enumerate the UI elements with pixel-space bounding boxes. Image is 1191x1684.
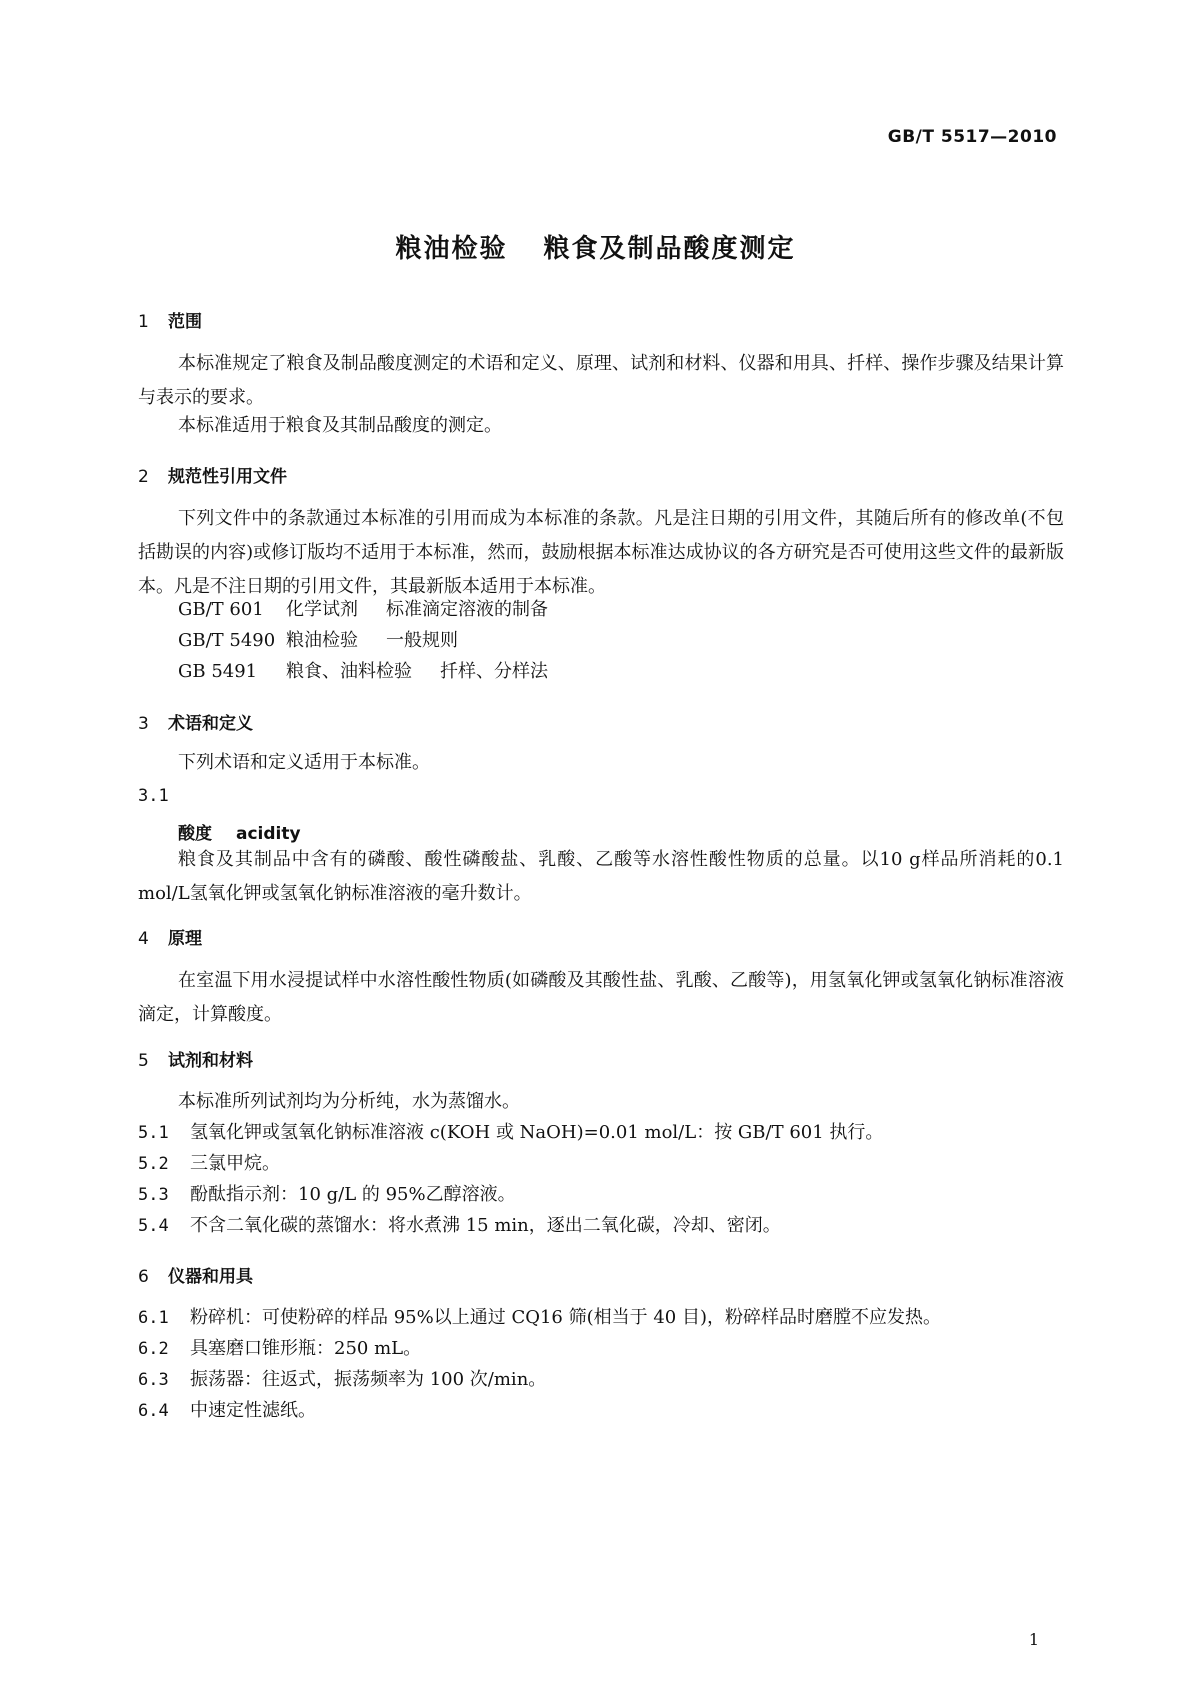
- section-title: 术语和定义: [168, 714, 253, 734]
- title-part-1: 粮油检验: [395, 234, 508, 264]
- list-item: [138, 1210, 781, 1242]
- list-item: [138, 1117, 883, 1149]
- standard-code-header: GB/T 5517—2010: [887, 127, 1057, 147]
- title-part-2: 粮食及制品酸度测定: [543, 234, 796, 264]
- section-5-heading: [138, 1046, 253, 1071]
- term-chinese: 酸度: [178, 824, 212, 844]
- section-number: 3: [138, 714, 149, 734]
- normative-reference: [178, 656, 548, 688]
- item-text: 振荡器：往返式，振荡频率为 100 次/min。: [190, 1369, 547, 1390]
- section-number: 2: [138, 467, 149, 487]
- section-title: 仪器和用具: [168, 1267, 253, 1287]
- list-item: [138, 1148, 280, 1180]
- term-definition: 粮食及其制品中含有的磷酸、酸性磷酸盐、乳酸、乙酸等水溶性酸性物质的总量。以10 g样品所消耗的0.1 mol/L氢氧化钾或氢氧化钠标准溶液的毫升数计。: [138, 849, 1064, 904]
- item-number: 5.2: [138, 1154, 169, 1174]
- section-number: 6: [138, 1267, 149, 1287]
- section-4-heading: [138, 924, 202, 949]
- term-english: acidity: [236, 824, 301, 844]
- section-number: 4: [138, 929, 149, 949]
- section-3-paragraph-1: 下列术语和定义适用于本标准。: [178, 752, 430, 773]
- section-1-paragraph-1: 本标准规定了粮食及制品酸度测定的术语和定义、原理、试剂和材料、仪器和用具、扦样、操作步骤及结果计算与表示的要求。: [138, 353, 1064, 408]
- list-item: [138, 1179, 516, 1211]
- item-text: 粉碎机：可使粉碎的样品 95%以上通过 CQ16 筛(相当于 40 目)，粉碎样品时磨膛不应发热。: [190, 1307, 941, 1328]
- subclause-number: 3.1: [138, 786, 169, 806]
- page-number: 1: [1028, 1630, 1039, 1649]
- list-item: [138, 1364, 546, 1396]
- section-title: 规范性引用文件: [168, 467, 287, 487]
- page-title: [0, 228, 1191, 265]
- reference-title-1: 粮食、油料检验: [286, 661, 412, 682]
- section-1-paragraph-2: 本标准适用于粮食及其制品酸度的测定。: [178, 415, 502, 436]
- reference-title-1: 粮油检验: [286, 630, 358, 651]
- item-number: 6.2: [138, 1339, 169, 1359]
- section-title: 原理: [168, 929, 202, 949]
- item-text: 具塞磨口锥形瓶：250 mL。: [190, 1338, 422, 1359]
- section-6-heading: [138, 1262, 253, 1287]
- item-text: 中速定性滤纸。: [190, 1400, 316, 1421]
- item-text: 氢氧化钾或氢氧化钠标准溶液 c(KOH 或 NaOH)=0.01 mol/L：按 GB/T 601 执行。: [190, 1122, 884, 1143]
- item-number: 5.4: [138, 1216, 169, 1236]
- reference-code: GB/T 5490: [178, 630, 276, 651]
- item-number: 6.4: [138, 1401, 169, 1421]
- section-3-heading: [138, 709, 253, 734]
- reference-code: GB/T 601: [178, 599, 264, 620]
- reference-title-2: 标准滴定溶液的制备: [386, 599, 548, 620]
- item-number: 6.3: [138, 1370, 169, 1390]
- section-5-paragraph-1: 本标准所列试剂均为分析纯，水为蒸馏水。: [178, 1091, 520, 1112]
- item-text: 三氯甲烷。: [190, 1153, 280, 1174]
- section-1-heading: [138, 307, 202, 332]
- section-2-heading: [138, 462, 287, 487]
- list-item: [138, 1333, 421, 1365]
- reference-title-2: 一般规则: [386, 630, 458, 651]
- section-number: 5: [138, 1051, 149, 1071]
- section-number: 1: [138, 312, 149, 332]
- item-text: 不含二氧化碳的蒸馏水：将水煮沸 15 min，逐出二氧化碳，冷却、密闭。: [190, 1215, 781, 1236]
- reference-code: GB 5491: [178, 661, 258, 682]
- list-item: [138, 1302, 941, 1334]
- item-number: 5.3: [138, 1185, 169, 1205]
- reference-title-2: 扦样、分样法: [440, 661, 548, 682]
- list-item: [138, 1395, 316, 1427]
- reference-title-1: 化学试剂: [286, 599, 358, 620]
- term-entry: [178, 819, 301, 844]
- item-number: 6.1: [138, 1308, 169, 1328]
- section-2-paragraph-1: 下列文件中的条款通过本标准的引用而成为本标准的条款。凡是注日期的引用文件，其随后所有的修改单(不包括勘误的内容)或修订版均不适用于本标准，然而，鼓励根据本标准达成协议的各方研究是否可使用这些文件的最新版本。凡是不注日期的引用文件，其最新版本适用于本标准。: [138, 508, 1064, 597]
- section-4-paragraph-1: 在室温下用水浸提试样中水溶性酸性物质(如磷酸及其酸性盐、乳酸、乙酸等)，用氢氧化钾或氢氧化钠标准溶液滴定，计算酸度。: [138, 970, 1064, 1025]
- normative-reference: [178, 594, 548, 626]
- item-number: 5.1: [138, 1123, 169, 1143]
- normative-reference: [178, 625, 458, 657]
- item-text: 酚酞指示剂：10 g/L 的 95%乙醇溶液。: [190, 1184, 516, 1205]
- section-title: 范围: [168, 312, 202, 332]
- section-title: 试剂和材料: [168, 1051, 253, 1071]
